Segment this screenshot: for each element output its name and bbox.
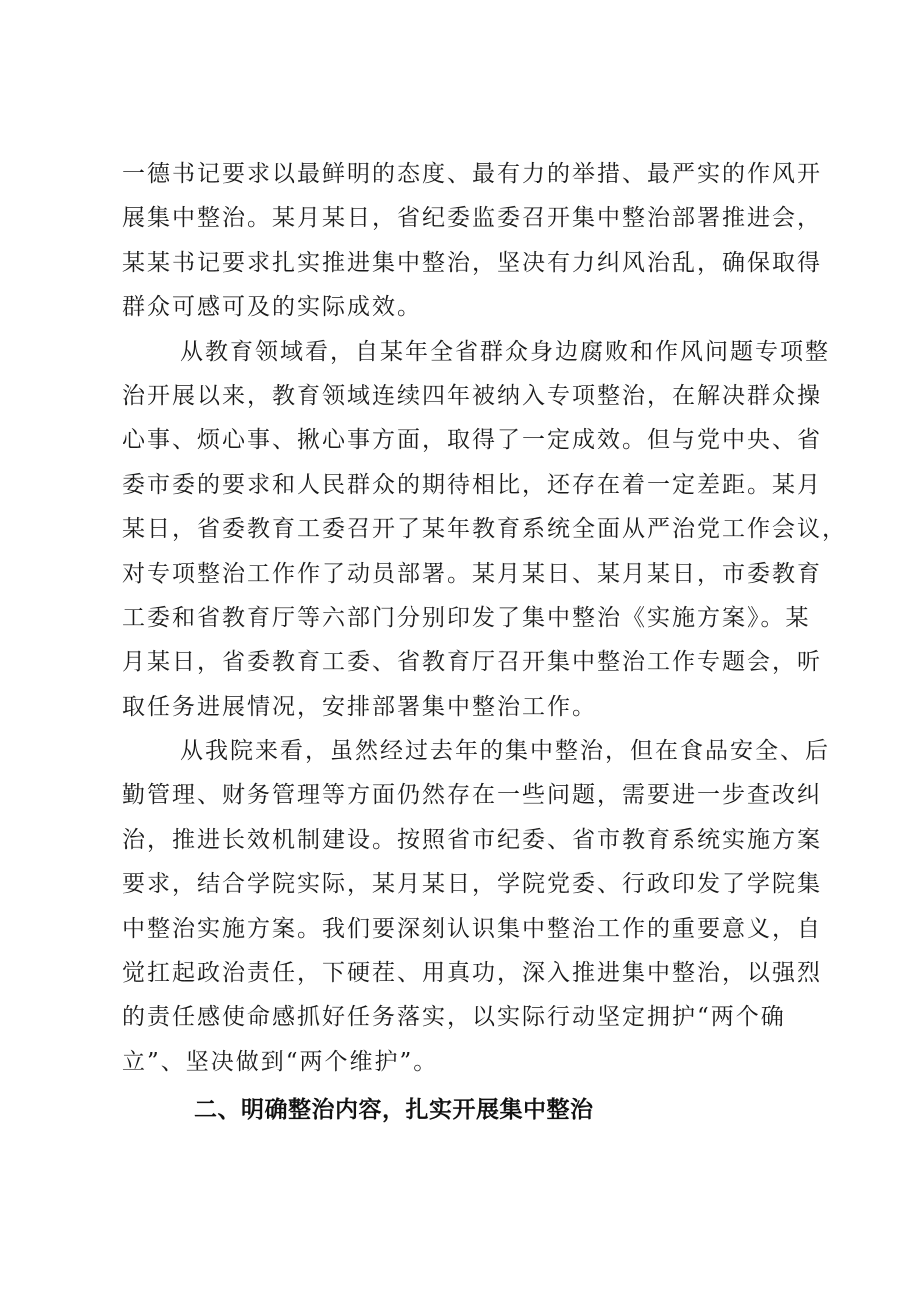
text-line: 觉扛起政治责任，下硬茬、用真功，深入推进集中整治，以强烈 (122, 960, 822, 987)
paragraph-1 (122, 152, 822, 330)
text-line: 工委和省教育厅等六部门分别印发了集中整治《实施方案》。某 (122, 604, 811, 631)
text-line: 取任务进展情况，安排部署集中整治工作。 (122, 693, 597, 720)
text-line: 要求，结合学院实际，某月某日，学院党委、行政印发了学院集 (122, 871, 822, 898)
text-line: 治，推进长效机制建设。按照省市纪委、省市教育系统实施方案 (122, 826, 822, 853)
text-line: 展集中整治。某月某日，省纪委监委召开集中整治部署推进会， (122, 205, 822, 232)
text-line: 勤管理、财务管理等方面仍然存在一些问题，需要进一步查改纠 (122, 782, 822, 809)
text-line: 治开展以来，教育领域连续四年被纳入专项整治，在解决群众操 (122, 382, 822, 409)
document-body (122, 152, 847, 1132)
paragraph-3 (122, 729, 830, 1084)
text-line: 从我院来看，虽然经过去年的集中整治，但在食品安全、后 (180, 738, 830, 765)
text-line: 月某日，省委教育工委、省教育厅召开集中整治工作专题会，听 (122, 649, 822, 676)
text-line: 中整治实施方案。我们要深刻认识集中整治工作的重要意义，自 (122, 915, 822, 942)
text-line: 对专项整治工作作了动员部署。某月某日、某月某日，市委教育 (122, 560, 822, 587)
section-heading: 二、明确整治内容，扎实开展集中整治 (194, 1097, 594, 1124)
text-line: 的责任感使命感抓好任务落实，以实际行动坚定拥护“两个确 (122, 1004, 786, 1031)
text-line: 立”、坚决做到“两个维护”。 (122, 1048, 439, 1075)
text-line: 心事、烦心事、揪心事方面，取得了一定成效。但与党中央、省 (122, 427, 822, 454)
text-line: 从教育领域看，自某年全省群众身边腐败和作风问题专项整 (180, 338, 830, 365)
text-line: 委市委的要求和人民群众的期待相比，还存在着一定差距。某月 (122, 471, 822, 498)
paragraph-2 (122, 330, 847, 730)
text-line: 某某书记要求扎实推进集中整治，坚决有力纠风治乱，确保取得 (122, 249, 822, 276)
text-line: 一德书记要求以最鲜明的态度、最有力的举措、最严实的作风开 (122, 161, 822, 187)
text-line: 群众可感可及的实际成效。 (122, 294, 422, 321)
text-line: 某日，省委教育工委召开了某年教育系统全面从严治党工作会议， (122, 516, 847, 543)
